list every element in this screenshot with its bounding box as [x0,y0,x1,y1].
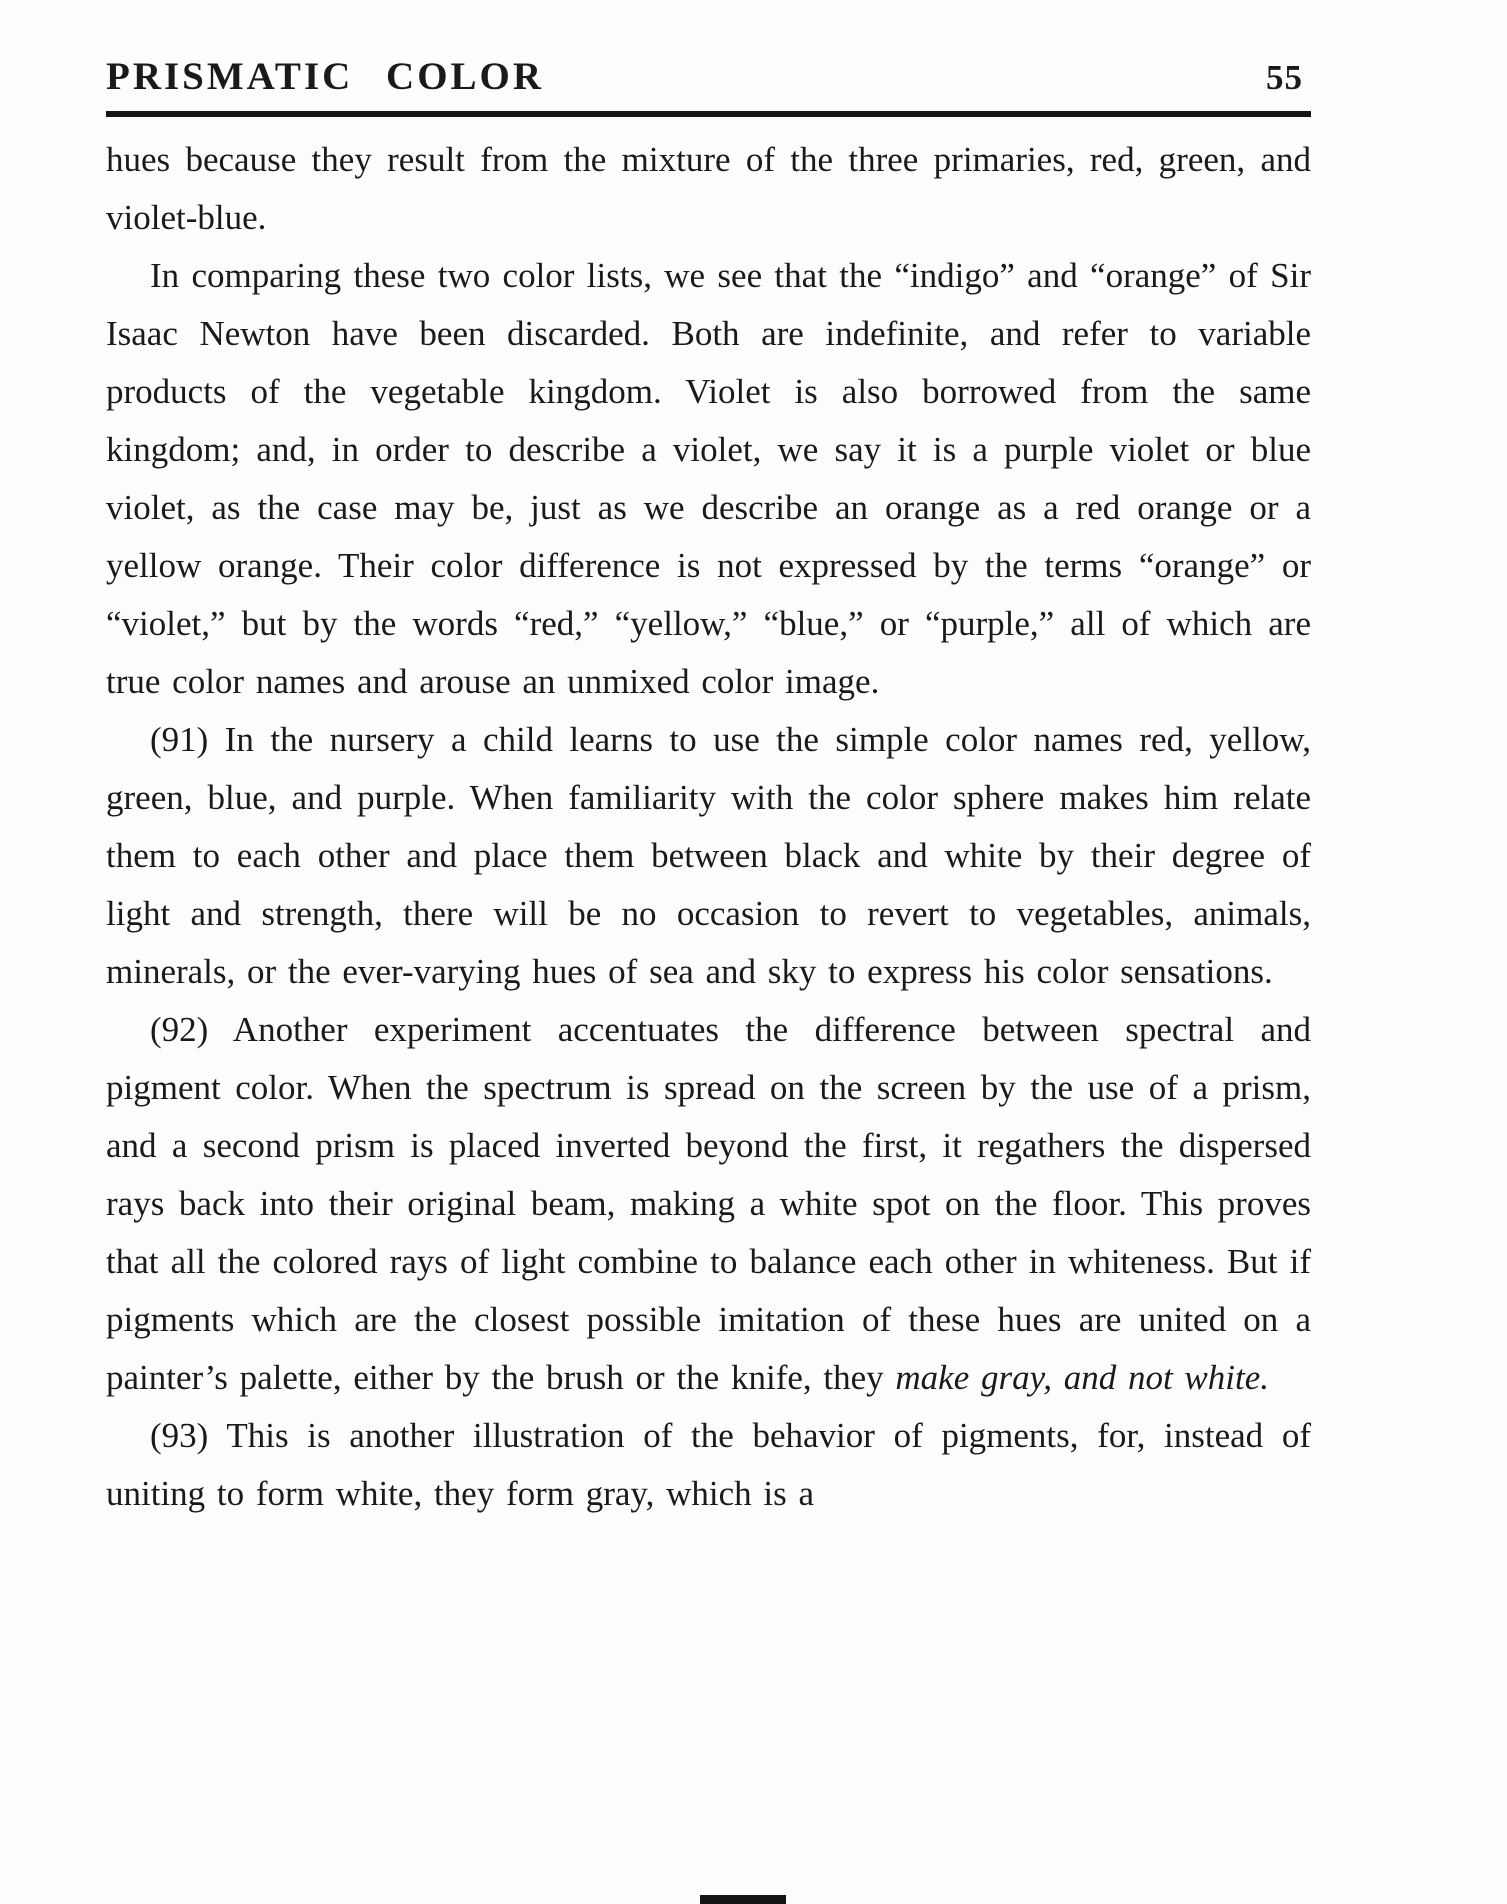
page-number: 55 [1266,58,1303,97]
paragraph-color-lists: In comparing these two color lists, we see that the “indigo” and “orange” of Sir Isaac Newton have been discarded. Both are indefinite, and refer to variable products of the vegetable kingdom. Violet is also borrowed from the same kingdom; and, in order to describe a violet, we say it is a purple violet or blue violet, as the case may be, just as we describe an orange as a red orange or a yellow orange. Their color difference is not expressed by the terms “orange” or “violet,” but by the words “red,” “yellow,” “blue,” or “purple,” all of which are true color names and arouse an unmixed color image. [106,256,1311,701]
running-title: PRISMATIC COLOR [106,55,545,98]
paragraph-93: (93) This is another illustration of the behavior of pigments, for, instead of uniting to form white, they form gray, which is a [106,1416,1311,1513]
paragraph-92-italic-phrase: make gray, and not white. [895,1358,1270,1397]
paragraph-91: (91) In the nursery a child learns to use the simple color names red, yellow, green, blue, and purple. When familiarity with the color sphere makes him relate them to each other and place them between black and white by their degree of light and strength, there will be no occasion to revert to vegetables, animals, minerals, or the ever-varying hues of sea and sky to express his color sensations. [106,720,1311,991]
paragraph-continuation: hues because they result from the mixture of the three primaries, red, green, and violet-blue. [106,140,1311,237]
paragraph-92 [106,1001,1311,1407]
page-body [106,131,1311,1523]
header-rule [106,111,1311,117]
page-header [106,54,1311,99]
paragraph-92-text: (92) Another experiment accentuates the difference between spectral and pigment color. When the spectrum is spread on the screen by the use of a prism, and a second prism is placed inverted beyond the first, it regathers the dispersed rays back into their original beam, making a white spot on the floor. This proves that all the colored rays of light combine to balance each other in whiteness. But if pigments which are the closest possible imitation of these hues are united on a painter’s palette, either by the brush or the knife, they [106,1010,1311,1397]
scan-artifact [700,1895,786,1904]
